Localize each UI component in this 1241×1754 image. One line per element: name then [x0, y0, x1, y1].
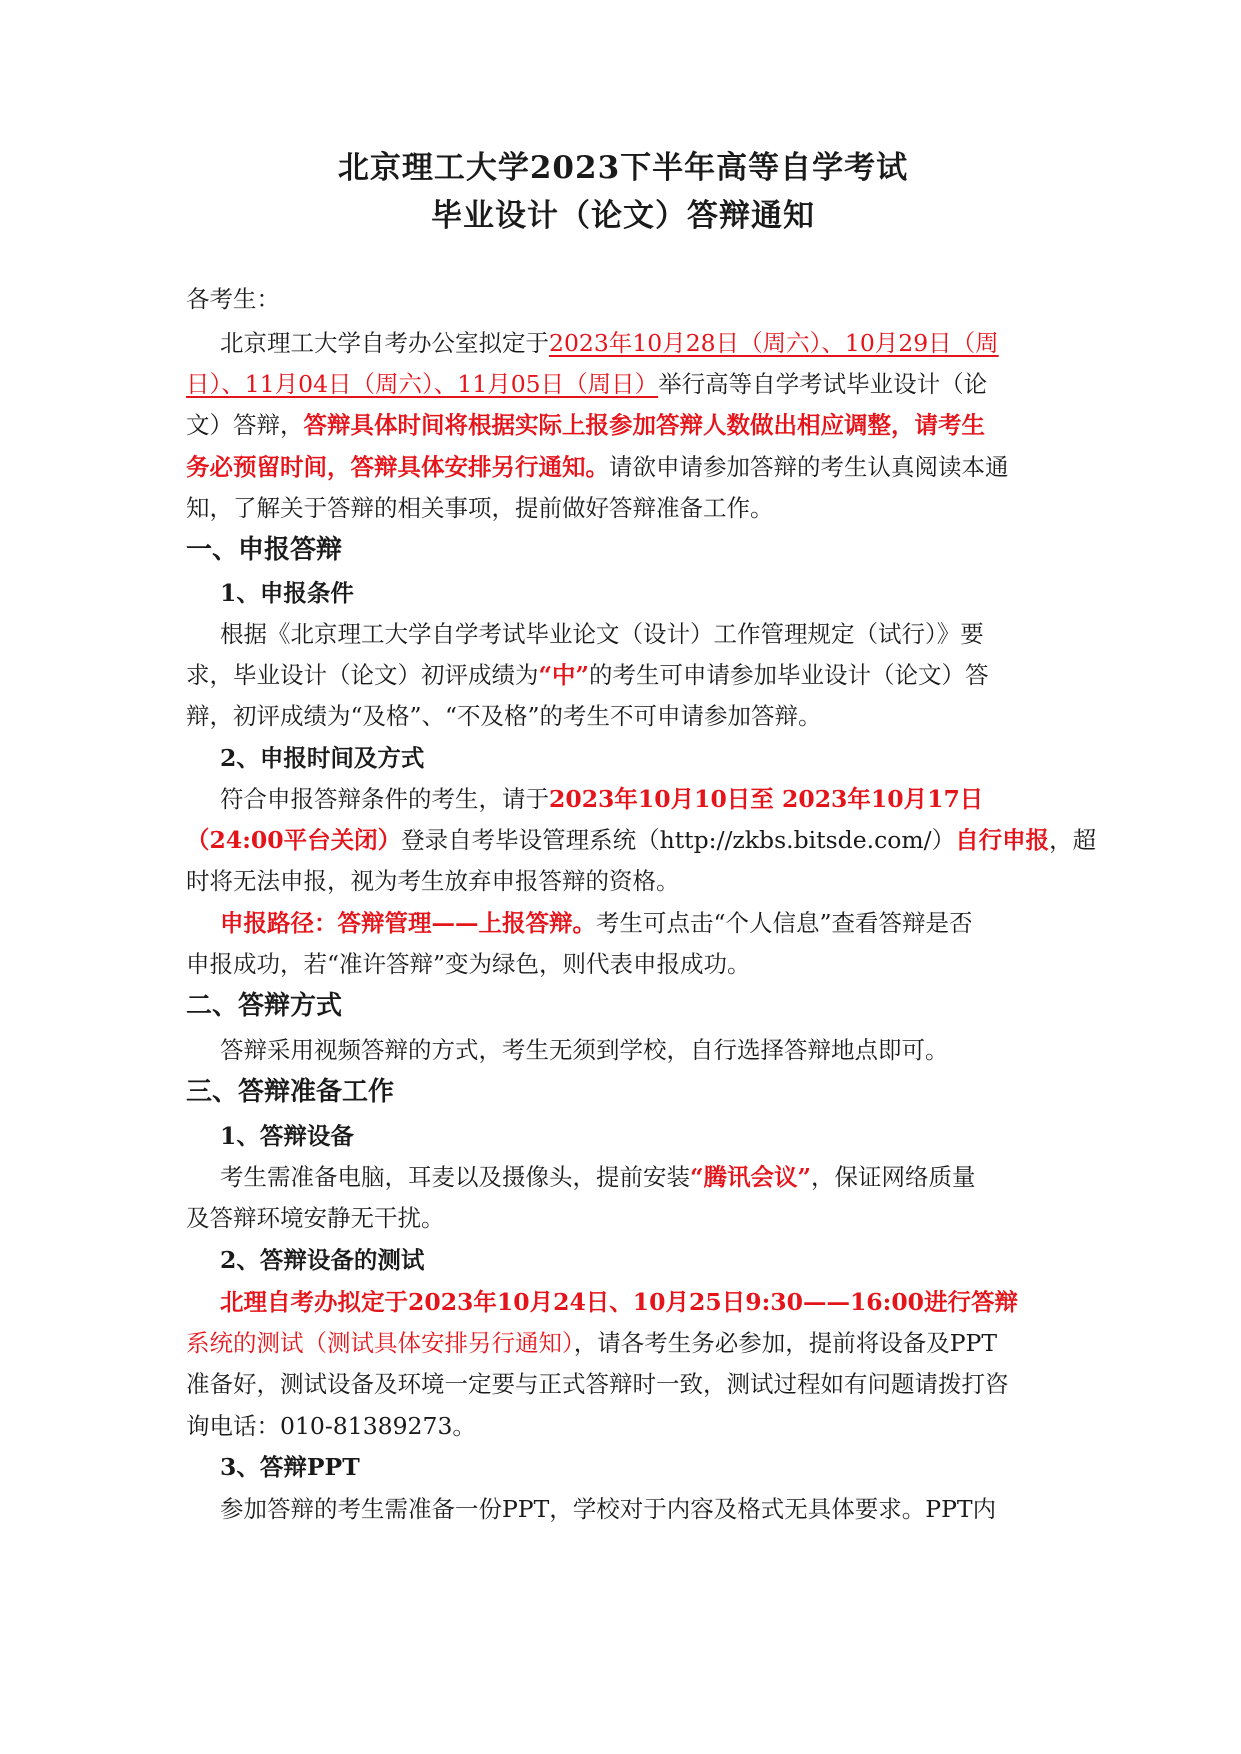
- text: 考生可点击“个人信息”查看答辩是否: [596, 909, 973, 937]
- emphasis: 自行申报: [955, 826, 1050, 854]
- emphasis: 务必预留时间，答辩具体安排另行通知。: [186, 453, 609, 481]
- phone-line: 询电话：010-81389273。: [186, 1412, 476, 1440]
- intro-line-2: [186, 369, 987, 399]
- para-line: 答辩采用视频答辩的方式，考生无须到学校，自行选择答辩地点即可。: [220, 1036, 949, 1064]
- para-line: [220, 1162, 976, 1192]
- subheading-1-2: 2、申报时间及方式: [220, 744, 425, 772]
- text: ，超: [1049, 826, 1097, 854]
- para-line: 及答辩环境安静无干扰。: [186, 1204, 445, 1232]
- emphasis: “腾讯会议”: [690, 1163, 812, 1191]
- para-line: 根据《北京理工大学自学考试毕业论文（设计）工作管理规定（试行）》要: [220, 620, 984, 648]
- defense-dates-cont: 日）、11月04日（周六）、11月05日（周日）: [186, 370, 659, 398]
- text: 北京理工大学自考办公室拟定于: [220, 329, 549, 357]
- para-line: 北理自考办拟定于2023年10月24日、10月25日9:30——16:00进行答辩: [220, 1288, 1019, 1316]
- para-line: [186, 825, 1096, 855]
- salutation: 各考生：: [186, 285, 280, 313]
- emphasis: 系统的测试（测试具体安排另行通知）: [186, 1329, 574, 1357]
- para-line: 辩，初评成绩为“及格”、“不及格”的考生不可申请参加答辩。: [186, 702, 822, 730]
- subheading-3-1: 1、答辩设备: [220, 1122, 354, 1150]
- text: 求，毕业设计（论文）初评成绩为: [186, 661, 539, 689]
- emphasis: 申报路径：答辩管理——上报答辩。: [220, 909, 596, 937]
- title-line-1: 北京理工大学2023下半年高等自学考试: [337, 150, 909, 186]
- system-url: 登录自考毕设管理系统（http://zkbs.bitsde.com/）: [401, 826, 956, 854]
- subheading-3-2: 2、答辩设备的测试: [220, 1246, 425, 1274]
- text: 的考生可申请参加毕业设计（论文）答: [589, 661, 989, 689]
- section-heading-1: 一、申报答辩: [186, 535, 343, 565]
- para-line: [186, 1328, 997, 1358]
- text: ，保证网络质量: [811, 1163, 976, 1191]
- text: 请欲申请参加答辩的考生认真阅读本通: [609, 453, 1009, 481]
- text: 考生需准备电脑，耳麦以及摄像头，提前安装: [220, 1163, 690, 1191]
- text: ，请各考生务必参加，提前将设备及PPT: [573, 1329, 998, 1357]
- section-heading-2: 二、答辩方式: [186, 991, 343, 1021]
- intro-line-1: [220, 328, 999, 358]
- para-line: 参加答辩的考生需准备一份PPT，学校对于内容及格式无具体要求。PPT内: [220, 1495, 997, 1523]
- subheading-1-1: 1、申报条件: [220, 579, 354, 607]
- intro-line-4: [186, 452, 1009, 482]
- para-line: 申报成功，若“准许答辩”变为绿色，则代表申报成功。: [186, 950, 751, 978]
- emphasis: 答辩具体时间将根据实际上报参加答辩人数做出相应调整，请考生: [303, 411, 985, 439]
- title-line-2: 毕业设计（论文）答辩通知: [431, 198, 815, 234]
- intro-line-3: [186, 410, 985, 440]
- emphasis: “中”: [538, 661, 590, 689]
- para-line: [220, 908, 973, 938]
- text: 举行高等自学考试毕业设计（论: [658, 370, 988, 398]
- emphasis: 2023年10月10日至 2023年10月17日: [549, 785, 984, 813]
- emphasis: （24:00平台关闭）: [186, 826, 402, 854]
- para-line: 时将无法申报，视为考生放弃申报答辩的资格。: [186, 867, 680, 895]
- para-line: [186, 660, 989, 690]
- section-heading-3: 三、答辩准备工作: [186, 1077, 395, 1107]
- para-line: 准备好，测试设备及环境一定要与正式答辩时一致，测试过程如有问题请拨打咨: [186, 1370, 1009, 1398]
- text: 符合申报答辩条件的考生，请于: [220, 785, 549, 813]
- defense-dates: 2023年10月28日（周六）、10月29日（周: [549, 329, 999, 357]
- para-line: [220, 784, 983, 814]
- intro-line-5: 知，了解关于答辩的相关事项，提前做好答辩准备工作。: [186, 494, 774, 522]
- subheading-3-3: 3、答辩PPT: [220, 1453, 360, 1481]
- text: 文）答辩，: [186, 411, 304, 439]
